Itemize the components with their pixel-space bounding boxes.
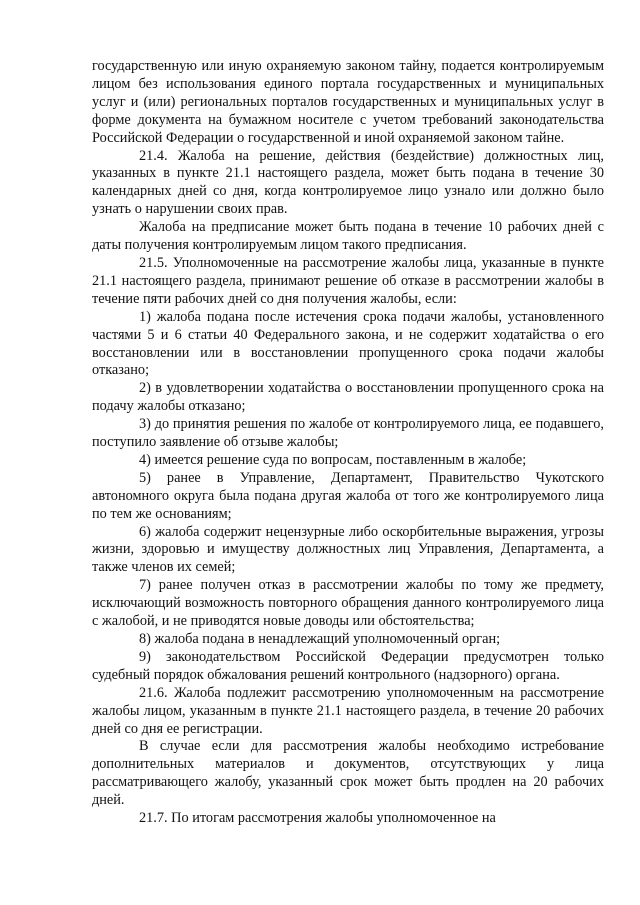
list-item-2: 2) в удовлетворении ходатайства о восстановлении пропущенного срока на подачу жалобы отказано; bbox=[92, 380, 604, 415]
list-item-7: 7) ранее получен отказ в рассмотрении жалобы по тому же предмету, исключающий возможность повторного обращения данного контролируемого лица с жалобой, и не приводятся новые доводы или обстоятельства; bbox=[92, 577, 604, 630]
list-item-4: 4) имеется решение суда по вопросам, поставленным в жалобе; bbox=[139, 451, 527, 468]
paragraph-21-4: 21.4. Жалоба на решение, действия (бездействие) должностных лиц, указанных в пункте 21.1 настоящего раздела, может быть подана в течение 30 календарных дней со дня, когда контролируемое лицо узнало или должно было узнать о нарушении своих прав. bbox=[92, 147, 604, 218]
list-item-8: 8) жалоба подана в ненадлежащий уполномоченный орган; bbox=[139, 631, 501, 647]
list-item-3: 3) до принятия решения по жалобе от контролируемого лица, ее подавшего, поступило заявление об отзыве жалобы; bbox=[92, 416, 604, 451]
paragraph-21-5: 21.5. Уполномоченные на рассмотрение жалобы лица, указанные в пункте 21.1 настоящего раздела, принимают решение об отказе в рассмотрении жалобы в течение пяти рабочих дней со дня получения жалобы, если: bbox=[92, 254, 604, 307]
list-item-1: 1) жалоба подана после истечения срока подачи жалобы, установленного частями 5 и 6 статьи 40 Федерального закона, и не содержит ходатайства о его восстановлении или в восстановлении пропущенного срока подачи жалобы отказано; bbox=[92, 308, 604, 379]
list-item-9: 9) законодательством Российской Федерации предусмотрен только судебный порядок обжалования решений контрольного (надзорного) органа. bbox=[92, 648, 604, 683]
paragraph-extension: В случае если для рассмотрения жалобы необходимо истребование дополнительных материалов и документов, отсутствующих у лица рассматривающего жалобу, указанный срок может быть продлен на 20 рабочих дней. bbox=[92, 738, 604, 809]
paragraph-21-6: 21.6. Жалоба подлежит рассмотрению уполномоченным на рассмотрение жалобы лицом, указанным в пункте 21.1 настоящего раздела, в течение 20 рабочих дней со дня ее регистрации. bbox=[92, 684, 604, 737]
list-item-6: 6) жалоба содержит нецензурные либо оскорбительные выражения, угрозы жизни, здоровью и имуществу должностных лиц Управления, Департамента, а также членов их семей; bbox=[92, 523, 604, 576]
document-page bbox=[92, 58, 604, 828]
list-item-5: 5) ранее в Управление, Департамент, Правительство Чукотского автономного округа была подана другая жалоба от того же контролируемого лица по тем же основаниям; bbox=[92, 469, 604, 522]
paragraph-21-7: 21.7. По итогам рассмотрения жалобы уполномоченное на bbox=[139, 810, 496, 827]
paragraph-prescription-complaint: Жалоба на предписание может быть подана в течение 10 рабочих дней с даты получения контролируемым лицом такого предписания. bbox=[92, 219, 604, 254]
paragraph-secret-complaint-filing: государственную или иную охраняемую законом тайну, подается контролируемым лицом без использования единого портала государственных и муниципальных услуг и (или) региональных порталов государственных и муниципальных услуг в форме документа на бумажном носителе с учетом требований законодательства Российской Федерации о государственной и иной охраняемой законом тайне. bbox=[92, 58, 604, 146]
